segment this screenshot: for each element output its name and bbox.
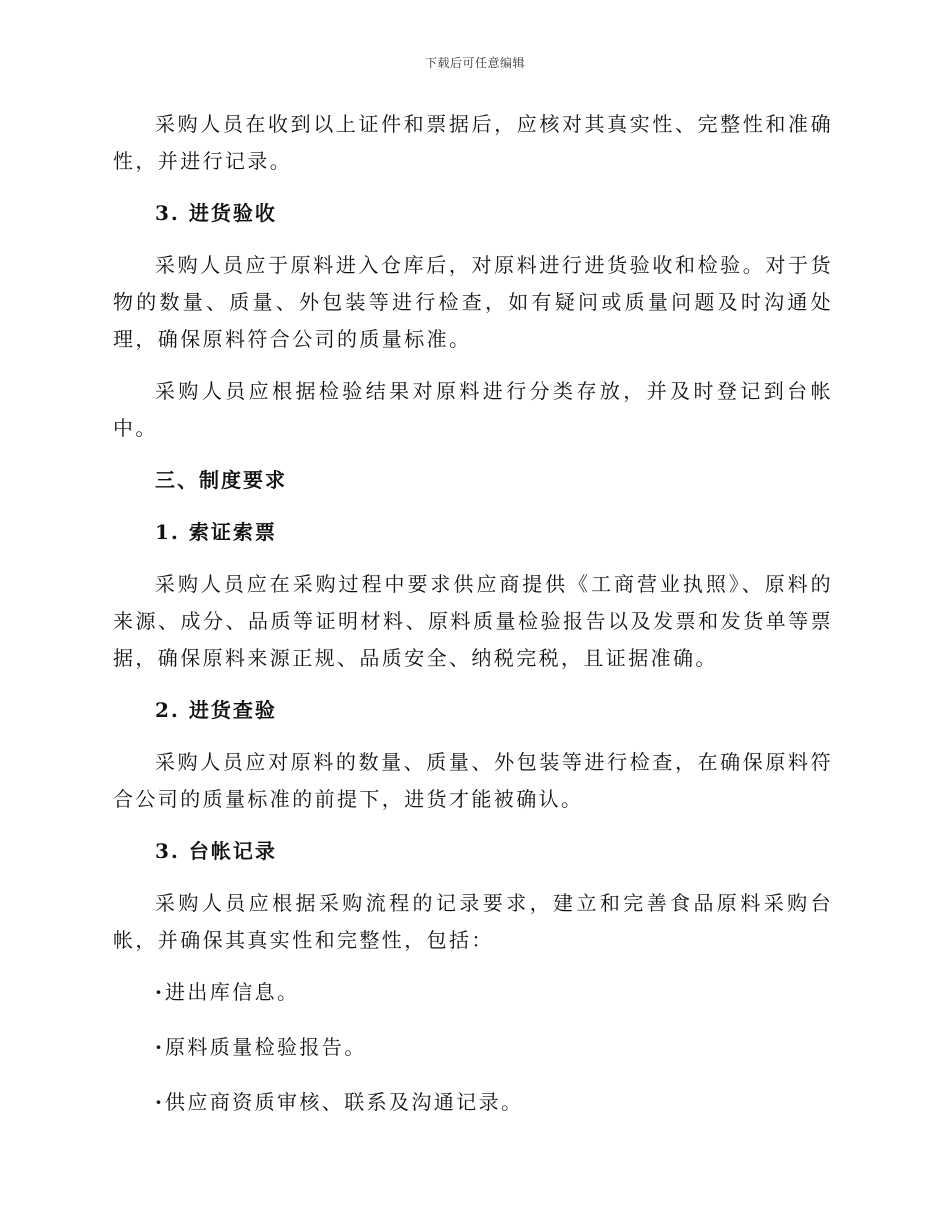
list-item-text: 原料质量检验报告。	[165, 1035, 367, 1059]
paragraph-receiving-inspection: 采购人员应于原料进入仓库后，对原料进行进货验收和检验。对于货物的数量、质量、外包装等进行检查，如有疑问或质量问题及时沟通处理，确保原料符合公司的质量标准。	[113, 253, 833, 351]
list-item-text: 供应商资质审核、联系及沟通记录。	[165, 1090, 524, 1114]
paragraph-supplier-documents: 采购人员应在采购过程中要求供应商提供《工商营业执照》、原料的来源、成分、品质等证明材料、原料质量检验报告以及发票和发货单等票据，确保原料来源正规、品质安全、纳税完税，且证据准确。	[113, 572, 833, 670]
list-item	[155, 1029, 833, 1066]
paragraph-classified-storage: 采购人员应根据检验结果对原料进行分类存放，并及时登记到台帐中。	[113, 379, 833, 440]
list-item	[155, 974, 833, 1011]
paragraph-ledger-requirements: 采购人员应根据采购流程的记录要求，建立和完善食品原料采购台帐，并确保其真实性和完整性，包括：	[113, 891, 833, 952]
list-item	[155, 1084, 833, 1121]
bullet-marker: ·	[155, 1090, 165, 1114]
heading-ledger-records: 3. 台帐记录	[155, 839, 277, 863]
list-item-text: 进出库信息。	[165, 980, 300, 1004]
heading-certificates-invoices: 1. 索证索票	[155, 520, 277, 544]
bullet-marker: ·	[155, 980, 165, 1004]
document-body	[113, 106, 833, 1139]
bullet-marker: ·	[155, 1035, 165, 1059]
paragraph-quantity-quality-check: 采购人员应对原料的数量、质量、外包装等进行检查，在确保原料符合公司的质量标准的前提下，进货才能被确认。	[113, 750, 833, 811]
paragraph-verify-documents: 采购人员在收到以上证件和票据后，应核对其真实性、完整性和准确性，并进行记录。	[113, 112, 833, 173]
heading-receiving-check: 2. 进货查验	[155, 698, 277, 722]
heading-system-requirements: 三、制度要求	[155, 468, 287, 492]
heading-receiving-acceptance: 3. 进货验收	[155, 201, 277, 225]
header-note: 下载后可任意编辑	[424, 56, 525, 70]
